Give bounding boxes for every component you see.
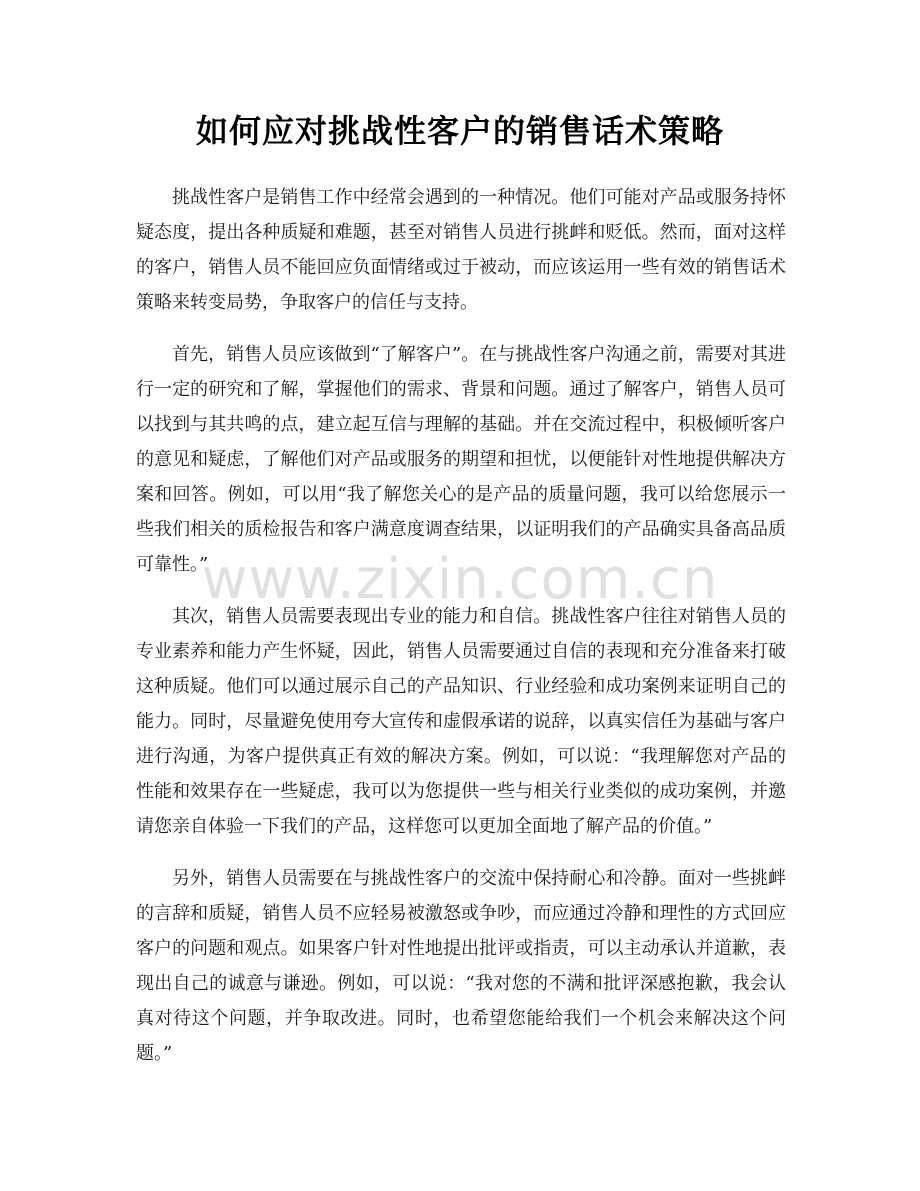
paragraph-4: 另外，销售人员需要在与挑战性客户的交流中保持耐心和冷静。面对一些挑衅的言辞和质疑，销售人员不应轻易被激怒或争吵，而应通过冷静和理性的方式回应客户的问题和观点。如果客户针对性地提出批评或指责，可以主动承认并道歉，表现出自己的诚意与谦逊。例如，可以说：“我对您的不满和批评深感抱歉，我会认真对待这个问题，并争取改进。同时，也希望您能给我们一个机会来解决这个问题。” — [136, 868, 786, 1064]
paragraph-2: 首先，销售人员应该做到“了解客户”。在与挑战性客户沟通之前，需要对其进行一定的研究和了解，掌握他们的需求、背景和问题。通过了解客户，销售人员可以找到与其共鸣的点，建立起互信与理解的基础。并在交流过程中，积极倾听客户的意见和疑虑，了解他们对产品或服务的期望和担忧，以便能针对性地提供解决方案和回答。例如，可以用“我了解您关心的是产品的质量问题，我可以给您展示一些我们相关的质检报告和客户满意度调查结果，以证明我们的产品确实具备高品质可靠性。” — [136, 344, 786, 575]
watermark-text: www.zixin.com.cn — [201, 547, 719, 612]
document-title: 如何应对挑战性客户的销售话术策略 — [195, 112, 724, 150]
paragraph-3: 其次，销售人员需要表现出专业的能力和自信。挑战性客户往往对销售人员的专业素养和能力产生怀疑，因此，销售人员需要通过自信的表现和充分准备来打破这种质疑。他们可以通过展示自己的产品知识、行业经验和成功案例来证明自己的能力。同时，尽量避免使用夸大宣传和虚假承诺的说辞，以真实信任为基础与客户进行沟通，为客户提供真正有效的解决方案。例如，可以说：“我理解您对产品的性能和效果存在一些疑虑，我可以为您提供一些与相关行业类似的成功案例，并邀请您亲自体验一下我们的产品，这样您可以更加全面地了解产品的价值。” — [136, 606, 786, 837]
paragraph-1: 挑战性客户是销售工作中经常会遇到的一种情况。他们可能对产品或服务持怀疑态度，提出各种质疑和难题，甚至对销售人员进行挑衅和贬低。然而，面对这样的客户，销售人员不能回应负面情绪或过于被动，而应该运用一些有效的销售话术策略来转变局势，争取客户的信任与支持。 — [136, 187, 786, 313]
document-body — [136, 180, 786, 1088]
